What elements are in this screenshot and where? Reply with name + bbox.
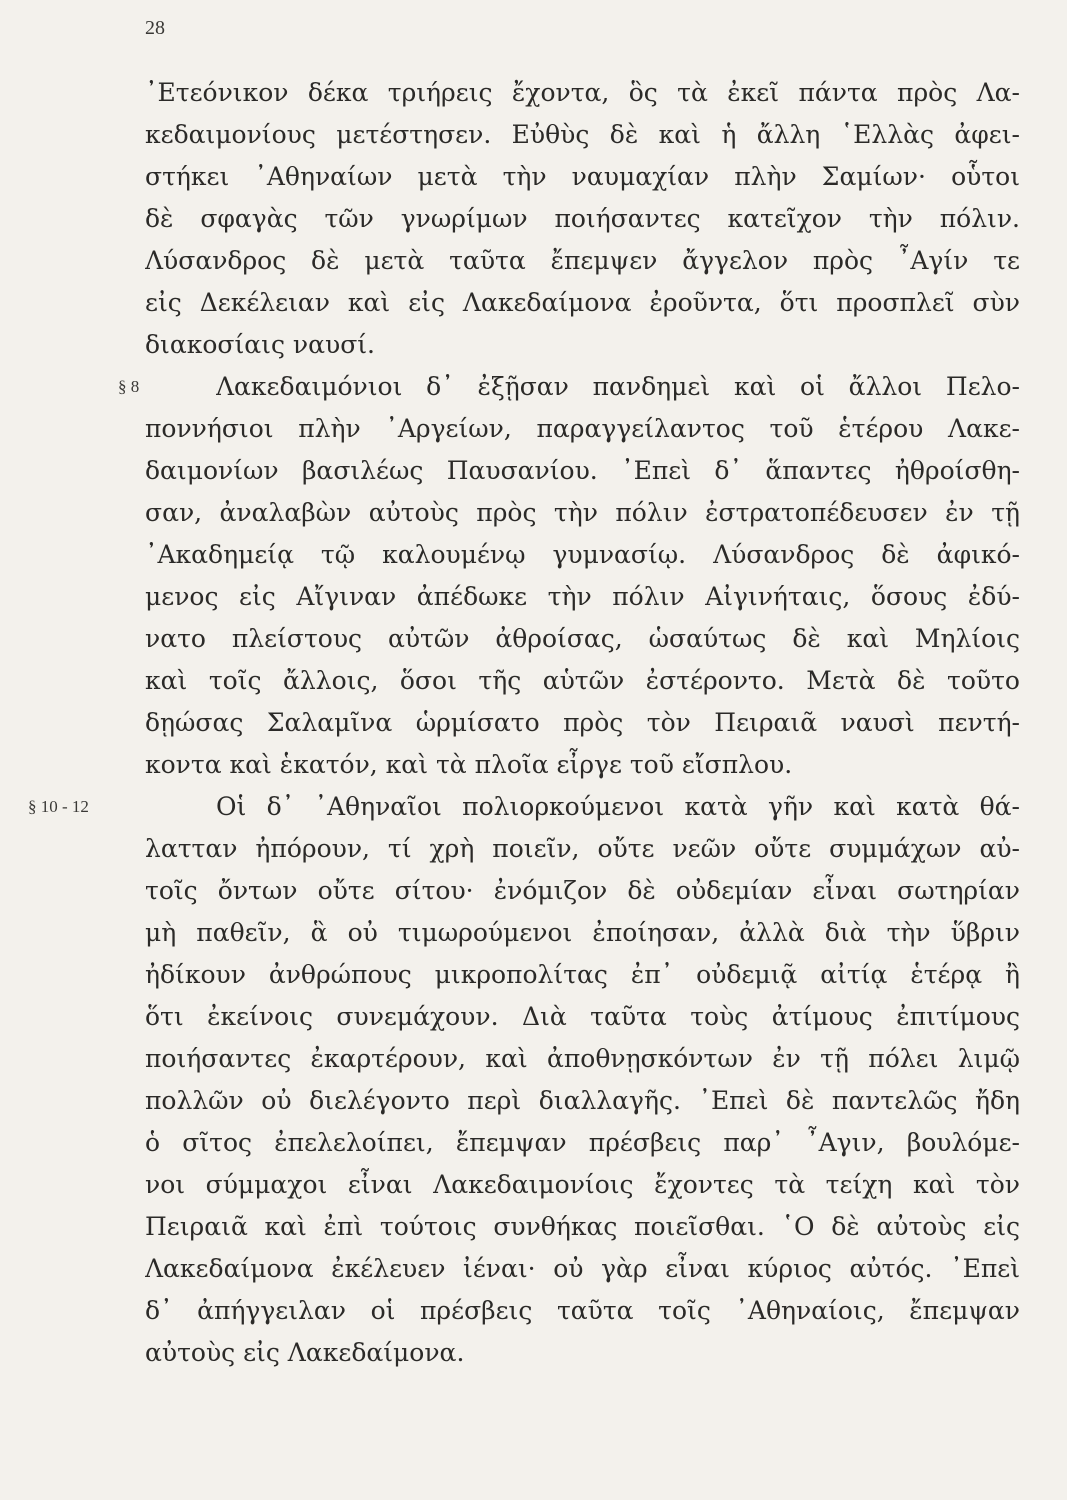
- text-line: ὅτι ἐκείνοις συνεμάχουν. Διὰ ταῦτα τοὺς ἀτίμους ἐπιτίμους: [145, 1002, 1020, 1031]
- page-number: 28: [145, 17, 165, 39]
- text-line: αὐτοὺς εἰς Λακεδαίμονα.: [145, 1338, 465, 1367]
- text-line: πολλῶν οὐ διελέγοντο περὶ διαλλαγῆς. ᾿Επεὶ δὲ παντελῶς ἤδη: [145, 1086, 1020, 1115]
- text-line: σαν, ἀναλαβὼν αὐτοὺς πρὸς τὴν πόλιν ἐστρατοπέδευσεν ἐν τῇ: [145, 498, 1020, 527]
- text-line: Λύσανδρος δὲ μετὰ ταῦτα ἔπεμψεν ἄγγελον πρὸς ῏Αγίν τε: [145, 246, 1020, 275]
- text-line: μὴ παθεῖν, ἃ οὐ τιμωρούμενοι ἐποίησαν, ἀλλὰ διὰ τὴν ὕβριν: [145, 918, 1020, 947]
- text-line: δῃώσας Σαλαμῖνα ὡρμίσατο πρὸς τὸν Πειραιᾶ ναυσὶ πεντή-: [145, 708, 1020, 737]
- text-line: στήκει ᾿Αθηναίων μετὰ τὴν ναυμαχίαν πλὴν Σαμίων· οὗτοι: [145, 162, 1020, 191]
- text-line: ᾿Ετεόνικον δέκα τριήρεις ἔχοντα, ὃς τὰ ἐκεῖ πάντα πρὸς Λα-: [145, 78, 1020, 107]
- text-line: διακοσίαις ναυσί.: [145, 330, 376, 359]
- text-line: καὶ τοῖς ἄλλοις, ὅσοι τῆς αὑτῶν ἐστέροντο. Μετὰ δὲ τοῦτο: [145, 666, 1020, 695]
- text-line: κοντα καὶ ἑκατόν, καὶ τὰ πλοῖα εἶργε τοῦ εἴσπλου.: [145, 750, 793, 779]
- text-line: Οἱ δ᾿ ᾿Αθηναῖοι πολιορκούμενοι κατὰ γῆν καὶ κατὰ θά-: [216, 792, 1020, 821]
- text-line: ᾿Ακαδημείᾳ τῷ καλουμένῳ γυμνασίῳ. Λύσανδρος δὲ ἀφικό-: [145, 540, 1020, 569]
- text-line: κεδαιμονίους μετέστησεν. Εὐθὺς δὲ καὶ ἡ ἄλλη ῾Ελλὰς ἀφει-: [145, 120, 1020, 149]
- text-line: Λακεδαιμόνιοι δ᾿ ἐξῇσαν πανδημεὶ καὶ οἱ ἄλλοι Πελο-: [216, 372, 1020, 401]
- section-reference: § 10 - 12: [28, 797, 89, 816]
- text-line: τοῖς ὄντων οὔτε σίτου· ἐνόμιζον δὲ οὐδεμίαν εἶναι σωτηρίαν: [145, 876, 1020, 905]
- text-line: νατο πλείστους αὐτῶν ἀθροίσας, ὡσαύτως δὲ καὶ Μηλίοις: [145, 624, 1020, 653]
- text-line: δ᾿ ἀπήγγειλαν οἱ πρέσβεις ταῦτα τοῖς ᾿Αθηναίοις, ἔπεμψαν: [145, 1296, 1020, 1325]
- text-line: ὁ σῖτος ἐπελελοίπει, ἔπεμψαν πρέσβεις παρ᾿ ῏Αγιν, βουλόμε-: [145, 1128, 1020, 1157]
- text-line: ποννήσιοι πλὴν ᾿Αργείων, παραγγείλαντος τοῦ ἑτέρου Λακε-: [145, 414, 1020, 443]
- text-line: ποιήσαντες ἐκαρτέρουν, καὶ ἀποθνῃσκόντων ἐν τῇ πόλει λιμῷ: [145, 1044, 1020, 1073]
- text-line: μενος εἰς Αἴγιναν ἀπέδωκε τὴν πόλιν Αἰγινήταις, ὅσους ἐδύ-: [145, 582, 1020, 611]
- text-line: δὲ σφαγὰς τῶν γνωρίμων ποιήσαντες κατεῖχον τὴν πόλιν.: [145, 204, 1020, 233]
- text-line: Πειραιᾶ καὶ ἐπὶ τούτοις συνθήκας ποιεῖσθαι. ῾Ο δὲ αὐτοὺς εἰς: [145, 1212, 1020, 1241]
- text-line: Λακεδαίμονα ἐκέλευεν ἰέναι· οὐ γὰρ εἶναι κύριος αὐτός. ᾿Επεὶ: [145, 1254, 1020, 1283]
- text-line: εἰς Δεκέλειαν καὶ εἰς Λακεδαίμονα ἐροῦντα, ὅτι προσπλεῖ σὺν: [145, 288, 1020, 317]
- section-reference: § 8: [118, 377, 140, 396]
- text-line: λατταν ἠπόρουν, τί χρὴ ποιεῖν, οὔτε νεῶν οὔτε συμμάχων αὐ-: [145, 834, 1020, 863]
- text-line: δαιμονίων βασιλέως Παυσανίου. ᾿Επεὶ δ᾿ ἅπαντες ἠθροίσθη-: [145, 456, 1020, 485]
- text-line: ἠδίκουν ἀνθρώπους μικροπολίτας ἐπ᾿ οὐδεμιᾷ αἰτίᾳ ἑτέρᾳ ἢ: [145, 960, 1020, 989]
- text-line: νοι σύμμαχοι εἶναι Λακεδαιμονίοις ἔχοντες τὰ τείχη καὶ τὸν: [145, 1170, 1020, 1199]
